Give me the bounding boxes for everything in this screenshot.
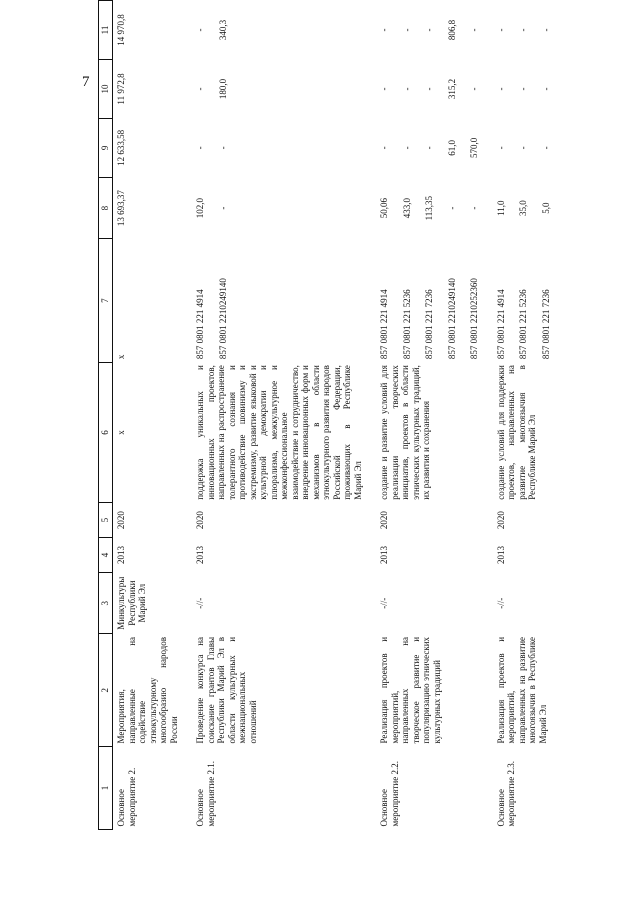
expected-result-cell: поддержка уникальных и инновационных проектов, направленных на распространение толерантного сознания и противодействие шовинизму и экстремизму, развитие языковой и культурной демократии и плюрализма, межкультурное и межконфессиональное взаимодействие и сотрудничество, внедрение инновационных форм и механизмов в области этнокультурного развития народов Российской Федерации, проживающих в Республике Марий Эл xyxy=(195,365,363,500)
budget-code-cell xyxy=(378,239,481,362)
funding-value: 11 972,8 xyxy=(116,73,126,105)
table-row xyxy=(113,1,181,830)
funding-value: - xyxy=(518,87,528,91)
column-number: 9 xyxy=(99,118,113,177)
funding-value-cell xyxy=(495,60,553,119)
table-body xyxy=(113,1,553,830)
funding-value: - xyxy=(540,87,551,91)
budget-code: х xyxy=(116,354,126,360)
funding-value: - xyxy=(217,146,228,150)
column-number: 11 xyxy=(99,1,113,60)
start-year-cell: 2013 xyxy=(116,545,126,564)
funding-value: - xyxy=(379,87,389,91)
funding-value-cell xyxy=(113,177,181,239)
budget-code-cell xyxy=(194,239,364,362)
funding-value: 570,0 xyxy=(469,137,479,159)
row-spacer-cell xyxy=(481,1,495,830)
funding-value: - xyxy=(424,28,434,32)
funding-value: - xyxy=(495,146,506,150)
page-number: 7 xyxy=(82,74,90,90)
funding-value-cell xyxy=(495,177,553,239)
table-row xyxy=(378,1,481,830)
row-spacer xyxy=(364,1,378,830)
funding-value: - xyxy=(469,28,479,32)
funding-value: 61,0 xyxy=(446,140,457,156)
budget-code: 857 0801 221 4914 xyxy=(379,289,389,360)
funding-value: - xyxy=(518,146,528,150)
activity-number-cell: Основное мероприятие 2.2. xyxy=(379,761,400,827)
executor-cell: -//- xyxy=(379,597,389,609)
budget-code-cell xyxy=(113,239,181,362)
column-number: 5 xyxy=(99,503,113,538)
budget-code: 857 0801 221 7236 xyxy=(540,289,551,360)
column-number: 7 xyxy=(99,239,113,362)
activity-name-cell: Проведение конкурса на соискание грантов Главы Республики Марий Эл в области культурных и межнациональных отношений xyxy=(195,636,258,744)
funding-value-cell xyxy=(194,60,364,119)
funding-value: - xyxy=(424,87,434,91)
budget-code-cell xyxy=(495,239,553,362)
funding-value: - xyxy=(424,146,434,150)
funding-value: - xyxy=(495,28,506,32)
funding-value: - xyxy=(540,28,551,32)
expected-result-cell: создание и развитие условий для реализации творческих инициатив, проектов в области этнических культурных традиций, их развития и сохранения xyxy=(379,365,431,500)
funding-value-cell xyxy=(378,118,481,177)
budget-code: 857 0801 221 4914 xyxy=(195,289,205,360)
executor-cell: -//- xyxy=(195,597,205,609)
start-year-cell: 2013 xyxy=(195,545,205,564)
funding-value: - xyxy=(446,206,457,210)
row-spacer-cell xyxy=(180,1,194,830)
table-row xyxy=(495,1,553,830)
funding-value-cell xyxy=(378,60,481,119)
funding-value: 180,0 xyxy=(217,78,228,100)
start-year-cell: 2013 xyxy=(379,545,389,564)
start-year-cell: 2013 xyxy=(495,545,506,564)
executor-cell: Минкультуры Республики Марий Эл xyxy=(116,576,147,630)
end-year-cell: 2020 xyxy=(195,511,205,530)
funding-value: - xyxy=(379,146,389,150)
funding-value-cell xyxy=(194,177,364,239)
funding-value: - xyxy=(401,28,412,32)
funding-value: 50,06 xyxy=(379,198,389,219)
funding-value: - xyxy=(401,87,412,91)
end-year-cell: 2020 xyxy=(379,511,389,530)
column-number: 2 xyxy=(99,634,113,746)
funding-value-cell xyxy=(495,1,553,60)
funding-value: 340,3 xyxy=(217,19,228,41)
funding-value: - xyxy=(195,28,205,32)
funding-value-cell xyxy=(378,177,481,239)
budget-code: 857 0801 221 7236 xyxy=(424,289,434,360)
funding-value: 5,0 xyxy=(540,202,551,214)
funding-value: - xyxy=(195,87,205,91)
funding-value: 806,8 xyxy=(446,19,457,41)
expected-result-cell: создание условий для поддержки проектов, направленных на развитие многоязычия в Республике Марий Эл xyxy=(495,365,537,500)
funding-value-cell xyxy=(378,1,481,60)
funding-value-cell xyxy=(194,1,364,60)
row-spacer-cell xyxy=(364,1,378,830)
expected-result-cell: х xyxy=(116,430,126,435)
activity-number-cell: Основное мероприятие 2.1. xyxy=(195,761,216,827)
funding-value: - xyxy=(518,28,528,32)
funding-value-cell xyxy=(113,118,181,177)
end-year-cell: 2020 xyxy=(495,511,506,530)
budget-code: 857 0801 2210249140 xyxy=(446,278,457,360)
funding-value: 14 970,8 xyxy=(116,14,126,46)
column-number: 8 xyxy=(99,177,113,239)
funding-value: - xyxy=(540,146,551,150)
funding-value: 102,0 xyxy=(195,198,205,219)
funding-value-cell xyxy=(113,60,181,119)
funding-value-cell xyxy=(113,1,181,60)
funding-value: - xyxy=(217,206,228,210)
funding-value: - xyxy=(401,146,412,150)
funding-value-cell xyxy=(194,118,364,177)
funding-value: 12 633,58 xyxy=(116,129,126,166)
column-number: 4 xyxy=(99,538,113,573)
activity-name-cell: Реализация проектов и мероприятий, направленных на развитие многоязычия в Республике Марий Эл xyxy=(495,636,548,744)
funding-value: - xyxy=(379,28,389,32)
rotated-table-region xyxy=(98,0,634,830)
column-number: 1 xyxy=(99,746,113,829)
column-number-header-row xyxy=(99,1,113,830)
activity-number-cell: Основное мероприятие 2.3. xyxy=(495,761,516,827)
funding-value: - xyxy=(495,87,506,91)
budget-code: 857 0801 221 5236 xyxy=(518,289,528,360)
program-activities-table xyxy=(98,0,552,830)
end-year-cell: 2020 xyxy=(116,511,126,530)
column-number: 3 xyxy=(99,572,113,634)
executor-cell: -//- xyxy=(495,597,506,609)
row-spacer xyxy=(180,1,194,830)
funding-value: 13 693,37 xyxy=(116,190,126,227)
activity-name-cell: Мероприятия, направленные на содействие этнокультурному многообразию народов России xyxy=(116,636,179,744)
funding-value: - xyxy=(195,146,205,150)
funding-value: - xyxy=(469,206,479,210)
budget-code: 857 0801 221 5236 xyxy=(401,289,412,360)
funding-value-cell xyxy=(495,118,553,177)
column-number: 6 xyxy=(99,362,113,503)
funding-value: 433,0 xyxy=(401,198,412,219)
row-spacer xyxy=(481,1,495,830)
funding-value: 11,0 xyxy=(495,200,506,216)
table-row xyxy=(194,1,364,830)
budget-code: 857 0801 2210249140 xyxy=(217,278,228,360)
funding-value: 35,0 xyxy=(518,200,528,217)
budget-code: 857 0801 2210252360 xyxy=(469,278,479,360)
funding-value: 315,2 xyxy=(446,78,457,100)
funding-value: - xyxy=(469,87,479,91)
activity-name-cell: Реализация проектов и мероприятий, направленных на творческое развитие и популяризацию этнических культурных традиций xyxy=(379,636,442,744)
budget-code: 857 0801 221 4914 xyxy=(495,289,506,360)
funding-value: 113,35 xyxy=(424,195,434,221)
activity-number-cell: Основное мероприятие 2. xyxy=(116,767,137,827)
column-number: 10 xyxy=(99,60,113,119)
